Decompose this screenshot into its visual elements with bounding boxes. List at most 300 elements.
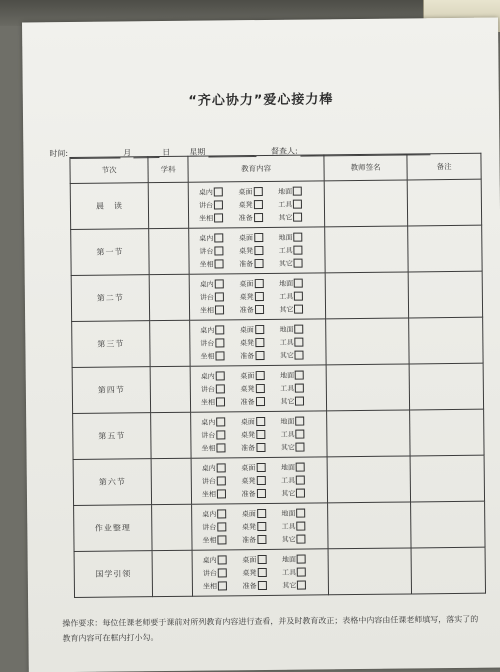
content-cell (188, 181, 324, 228)
checkbox[interactable] (256, 443, 265, 452)
checklist-option (280, 350, 320, 360)
option-label: 其它 (281, 535, 296, 544)
table-row (74, 501, 485, 551)
checkbox[interactable] (214, 233, 223, 242)
checklist-option (202, 489, 242, 499)
checklist-option (279, 245, 319, 255)
form-sheet (22, 18, 500, 672)
header-signature: 教师签名 (324, 154, 407, 181)
checklist-option (241, 462, 281, 472)
checkbox[interactable] (216, 430, 225, 439)
checklist-option (242, 521, 282, 531)
remarks-cell[interactable] (407, 179, 481, 226)
option-label: 坐相 (199, 305, 215, 315)
option-label: 桌内 (201, 463, 216, 473)
option-label: 桌凳 (241, 476, 256, 485)
checklist (191, 416, 326, 453)
option-label: 桌凳 (240, 430, 256, 439)
option-label: 工具 (278, 246, 293, 255)
option-label: 桌凳 (239, 338, 255, 347)
checklist-option (281, 429, 321, 439)
option-label: 桌面 (241, 463, 256, 472)
checkbox[interactable] (296, 509, 305, 518)
option-label: 准备 (241, 489, 256, 498)
option-label: 讲台 (200, 384, 215, 394)
checkbox[interactable] (214, 246, 223, 255)
signature-cell[interactable] (325, 226, 408, 273)
table-row (73, 409, 484, 459)
remarks-cell[interactable] (409, 363, 483, 410)
checklist-option (240, 304, 280, 314)
checklist-option (282, 534, 322, 544)
option-label: 地面 (281, 509, 296, 518)
period-label: 晨 读 (70, 183, 148, 230)
checklist-option (240, 291, 280, 301)
checkbox[interactable] (216, 397, 225, 406)
checklist-option (279, 258, 319, 268)
option-label: 地面 (279, 279, 294, 288)
option-label: 其它 (278, 259, 293, 268)
option-label: 桌内 (198, 188, 213, 197)
checklist (189, 232, 324, 269)
checkbox[interactable] (296, 476, 305, 485)
option-label: 地面 (278, 233, 293, 242)
checklist-option (278, 212, 318, 222)
checkbox[interactable] (256, 397, 265, 406)
checklist-option (203, 581, 243, 591)
checkbox[interactable] (254, 259, 263, 268)
signature-cell[interactable] (328, 502, 411, 549)
subject-cell[interactable] (151, 458, 191, 504)
checkbox[interactable] (257, 489, 266, 498)
checkbox[interactable] (216, 417, 225, 426)
option-label: 桌面 (239, 279, 254, 288)
checklist-option (239, 245, 279, 255)
content-cell (189, 227, 325, 274)
checklist-option (201, 417, 241, 427)
duty-table (69, 153, 486, 598)
checkbox[interactable] (216, 443, 225, 452)
checklist-option (241, 416, 281, 426)
checklist-option (199, 187, 239, 197)
checklist-option (281, 475, 321, 485)
checkbox[interactable] (216, 371, 225, 380)
checkbox[interactable] (255, 325, 264, 334)
checkbox[interactable] (215, 259, 224, 268)
checklist-option (200, 338, 240, 348)
table-row (74, 547, 485, 597)
checklist-option (202, 522, 242, 532)
checklist-option (202, 476, 242, 486)
checkbox[interactable] (217, 489, 226, 498)
checklist-option (239, 232, 279, 242)
table-row (72, 363, 483, 413)
checklist-option (200, 325, 240, 335)
checklist-option (280, 383, 320, 393)
checklist-option (201, 430, 241, 440)
checkbox[interactable] (255, 292, 264, 301)
checklist-option (243, 580, 283, 590)
option-label: 坐相 (201, 489, 217, 499)
table-row (70, 179, 481, 229)
checkbox[interactable] (257, 555, 266, 564)
checklist (189, 186, 324, 223)
option-label: 坐相 (200, 351, 215, 361)
option-label: 讲台 (200, 338, 215, 348)
checklist-option (240, 383, 280, 393)
checklist-option (202, 463, 242, 473)
checkbox[interactable] (295, 325, 304, 334)
option-label: 桌内 (200, 371, 215, 381)
content-cell (190, 365, 326, 412)
option-label: 桌凳 (241, 522, 257, 531)
checkbox[interactable] (295, 397, 304, 406)
option-label: 桌内 (202, 509, 217, 519)
content-cell (190, 319, 326, 366)
checklist-option (200, 351, 240, 361)
option-label: 准备 (238, 213, 253, 222)
checklist-option (281, 462, 321, 472)
checklist (193, 554, 328, 591)
period-label: 第三节 (72, 321, 150, 368)
option-label: 讲台 (198, 201, 213, 210)
signature-cell[interactable] (326, 318, 409, 365)
checklist-option (281, 508, 321, 518)
checkbox[interactable] (294, 233, 303, 242)
checklist-option (201, 371, 241, 381)
checkbox[interactable] (254, 233, 263, 242)
option-label: 其它 (279, 305, 294, 314)
checkbox[interactable] (256, 463, 265, 472)
option-label: 其它 (281, 489, 296, 498)
option-label: 桌凳 (242, 568, 257, 577)
checkbox[interactable] (293, 213, 302, 222)
signature-cell[interactable] (325, 272, 408, 319)
checkbox[interactable] (218, 555, 227, 564)
option-label: 地面 (280, 463, 296, 472)
checklist-option (240, 370, 280, 380)
option-label: 准备 (239, 259, 254, 268)
checkbox[interactable] (215, 351, 224, 360)
signature-cell[interactable] (326, 364, 409, 411)
checklist-option (199, 213, 239, 223)
option-label: 工具 (281, 476, 296, 485)
checkbox[interactable] (256, 417, 265, 426)
checkbox[interactable] (296, 430, 305, 439)
header-content: 教育内容 (188, 155, 324, 182)
checklist (192, 462, 327, 499)
checklist (190, 324, 325, 361)
option-label: 桌面 (239, 325, 254, 334)
checklist-option (199, 246, 239, 256)
content-cell (192, 549, 328, 596)
checkbox[interactable] (297, 535, 306, 544)
supervisor-label: 督查人: (270, 146, 298, 156)
option-label: 讲台 (199, 247, 214, 256)
option-label: 准备 (242, 581, 257, 590)
checklist-option (240, 324, 280, 334)
checklist-option (282, 567, 322, 577)
option-label: 其它 (280, 397, 295, 406)
checkbox[interactable] (253, 187, 262, 196)
option-label: 讲台 (202, 568, 217, 578)
checkbox[interactable] (297, 568, 306, 577)
day-label: 日 (162, 147, 171, 158)
checklist (192, 508, 327, 545)
checkbox[interactable] (297, 555, 306, 564)
checkbox[interactable] (217, 476, 226, 485)
checkbox[interactable] (254, 213, 263, 222)
checkbox[interactable] (215, 305, 224, 314)
checkbox[interactable] (293, 187, 302, 196)
remarks-cell[interactable] (411, 501, 485, 548)
checklist-option (200, 279, 240, 289)
option-label: 准备 (240, 397, 255, 406)
header-period: 节次 (70, 157, 148, 184)
signature-cell[interactable] (327, 410, 410, 457)
option-label: 其它 (280, 443, 295, 452)
option-label: 其它 (278, 213, 293, 222)
option-label: 工具 (280, 384, 295, 393)
checklist-option (242, 567, 282, 577)
checklist-option (279, 291, 319, 301)
period-label: 第一节 (71, 229, 149, 276)
checklist-option (280, 416, 320, 426)
option-label: 地面 (278, 187, 293, 196)
checklist-option (241, 429, 281, 439)
checklist-option (282, 554, 322, 564)
subject-cell[interactable] (150, 320, 190, 366)
checklist-option (279, 278, 319, 288)
signature-cell[interactable] (324, 180, 407, 227)
checkbox[interactable] (297, 581, 306, 590)
checkbox[interactable] (255, 351, 264, 360)
checkbox[interactable] (296, 443, 305, 452)
checklist-option (242, 488, 282, 498)
checkbox[interactable] (255, 305, 264, 314)
checklist-option (199, 233, 239, 243)
option-label: 桌内 (199, 279, 214, 289)
checklist-option (242, 554, 282, 564)
remarks-cell[interactable] (410, 409, 484, 456)
header-subject: 学科 (148, 156, 188, 182)
option-label: 工具 (279, 292, 294, 301)
month-label: 月 (123, 148, 132, 158)
checklist-option (200, 259, 240, 269)
checkbox[interactable] (217, 522, 226, 531)
checkbox[interactable] (295, 417, 304, 426)
form-title: “齐心协力”爱心接力棒 (188, 92, 334, 109)
option-label: 准备 (240, 351, 255, 360)
period-label: 第二节 (71, 275, 149, 322)
option-label: 准备 (242, 535, 257, 544)
checkbox[interactable] (218, 581, 227, 590)
option-label: 桌凳 (239, 292, 254, 301)
checklist-option (280, 396, 320, 406)
checklist-option (239, 199, 279, 209)
checkbox[interactable] (295, 371, 304, 380)
option-label: 桌面 (242, 555, 257, 564)
checklist-option (241, 396, 281, 406)
checkbox[interactable] (214, 200, 223, 209)
table-row (72, 317, 483, 367)
option-label: 坐相 (202, 581, 217, 591)
checkbox[interactable] (294, 292, 303, 301)
subject-cell[interactable] (148, 182, 188, 228)
option-label: 坐相 (201, 443, 216, 453)
checkbox[interactable] (215, 279, 224, 288)
checklist-option (279, 304, 319, 314)
remarks-cell[interactable] (408, 271, 482, 318)
option-label: 讲台 (201, 476, 216, 486)
option-label: 地面 (281, 555, 297, 564)
period-label: 第五节 (73, 413, 151, 460)
checkbox[interactable] (257, 568, 266, 577)
period-label: 第六节 (73, 459, 151, 506)
checklist-option (239, 278, 279, 288)
checkbox[interactable] (217, 509, 226, 518)
remarks-cell[interactable] (409, 317, 483, 364)
option-label: 地面 (279, 325, 294, 334)
checklist-option (242, 534, 282, 544)
checkbox[interactable] (215, 338, 224, 347)
checklist-option (241, 475, 281, 485)
checklist-option (200, 305, 240, 315)
checklist-option (280, 324, 320, 334)
period-label: 国学引领 (74, 551, 152, 598)
option-label: 工具 (279, 338, 294, 347)
checklist-option (278, 186, 318, 196)
subject-cell[interactable] (149, 274, 189, 320)
signature-cell[interactable] (328, 548, 411, 595)
checkbox[interactable] (218, 568, 227, 577)
checklist-option (282, 580, 322, 590)
checkbox[interactable] (254, 246, 263, 255)
weekday-label: 星期 (189, 147, 206, 157)
checkbox[interactable] (296, 489, 305, 498)
option-label: 其它 (282, 581, 297, 590)
checkbox[interactable] (257, 522, 266, 531)
checkbox[interactable] (295, 351, 304, 360)
checklist-option (281, 442, 321, 452)
checklist (191, 370, 326, 407)
content-cell (192, 503, 328, 550)
time-label: 时间: (49, 149, 69, 159)
checklist-option (280, 337, 320, 347)
checklist-option (201, 397, 241, 407)
checkbox[interactable] (295, 338, 304, 347)
content-cell (191, 457, 327, 504)
option-label: 地面 (280, 371, 295, 380)
option-label: 工具 (278, 200, 293, 209)
checkbox[interactable] (255, 338, 264, 347)
option-label: 桌内 (200, 325, 215, 335)
checklist-option (282, 521, 322, 531)
option-label: 桌内 (202, 555, 217, 565)
checkbox[interactable] (294, 246, 303, 255)
checklist-option (201, 384, 241, 394)
checkbox[interactable] (257, 509, 266, 518)
option-label: 桌面 (240, 417, 255, 426)
checklist-option (203, 568, 243, 578)
checklist-option (239, 212, 279, 222)
checkbox[interactable] (215, 325, 224, 334)
option-label: 桌凳 (240, 384, 255, 393)
checklist-option (281, 488, 321, 498)
checkbox[interactable] (295, 384, 304, 393)
checkbox[interactable] (254, 279, 263, 288)
option-label: 桌凳 (238, 200, 253, 209)
option-label: 工具 (282, 568, 297, 577)
option-label: 准备 (241, 443, 256, 452)
remarks-cell[interactable] (410, 455, 484, 502)
header-remarks: 备注 (407, 153, 481, 180)
remarks-cell[interactable] (411, 547, 485, 594)
checkbox[interactable] (217, 463, 226, 472)
checkbox[interactable] (258, 581, 267, 590)
checkbox[interactable] (255, 371, 264, 380)
subject-cell[interactable] (149, 228, 189, 274)
table-row (73, 455, 484, 505)
option-label: 讲台 (202, 522, 217, 532)
checkbox[interactable] (214, 213, 223, 222)
checkbox[interactable] (254, 200, 263, 209)
content-cell (189, 273, 325, 320)
period-label: 第四节 (72, 367, 150, 414)
checklist-option (201, 443, 241, 453)
checkbox[interactable] (215, 292, 224, 301)
checkbox[interactable] (257, 535, 266, 544)
checklist-option (202, 509, 242, 519)
checklist-option (278, 199, 318, 209)
checkbox[interactable] (296, 463, 305, 472)
checkbox[interactable] (294, 259, 303, 268)
option-label: 桌面 (238, 187, 253, 196)
checklist-option (240, 350, 280, 360)
checklist-option (239, 258, 279, 268)
checkbox[interactable] (256, 430, 265, 439)
checkbox[interactable] (293, 200, 302, 209)
table-row (71, 225, 482, 275)
option-label: 其它 (279, 351, 294, 360)
checklist-option (199, 200, 239, 210)
checkbox[interactable] (294, 305, 303, 314)
option-label: 桌面 (238, 233, 253, 242)
option-label: 坐相 (199, 214, 214, 223)
checkbox[interactable] (256, 476, 265, 485)
checklist-option (241, 442, 281, 452)
subject-cell[interactable] (152, 504, 192, 550)
checkbox[interactable] (216, 384, 225, 393)
subject-cell[interactable] (151, 412, 191, 458)
subject-cell[interactable] (152, 550, 192, 596)
checkbox[interactable] (294, 279, 303, 288)
checkbox[interactable] (217, 535, 226, 544)
option-label: 桌内 (199, 234, 214, 243)
option-label: 工具 (281, 522, 296, 531)
remarks-cell[interactable] (408, 225, 482, 272)
option-label: 桌面 (240, 371, 255, 380)
checkbox[interactable] (214, 187, 223, 196)
checklist-option (238, 186, 278, 196)
option-label: 桌内 (201, 417, 216, 427)
option-label: 坐相 (199, 260, 214, 269)
checkbox[interactable] (297, 522, 306, 531)
signature-cell[interactable] (327, 456, 410, 503)
subject-cell[interactable] (150, 366, 190, 412)
checklist (190, 278, 325, 315)
checkbox[interactable] (255, 384, 264, 393)
